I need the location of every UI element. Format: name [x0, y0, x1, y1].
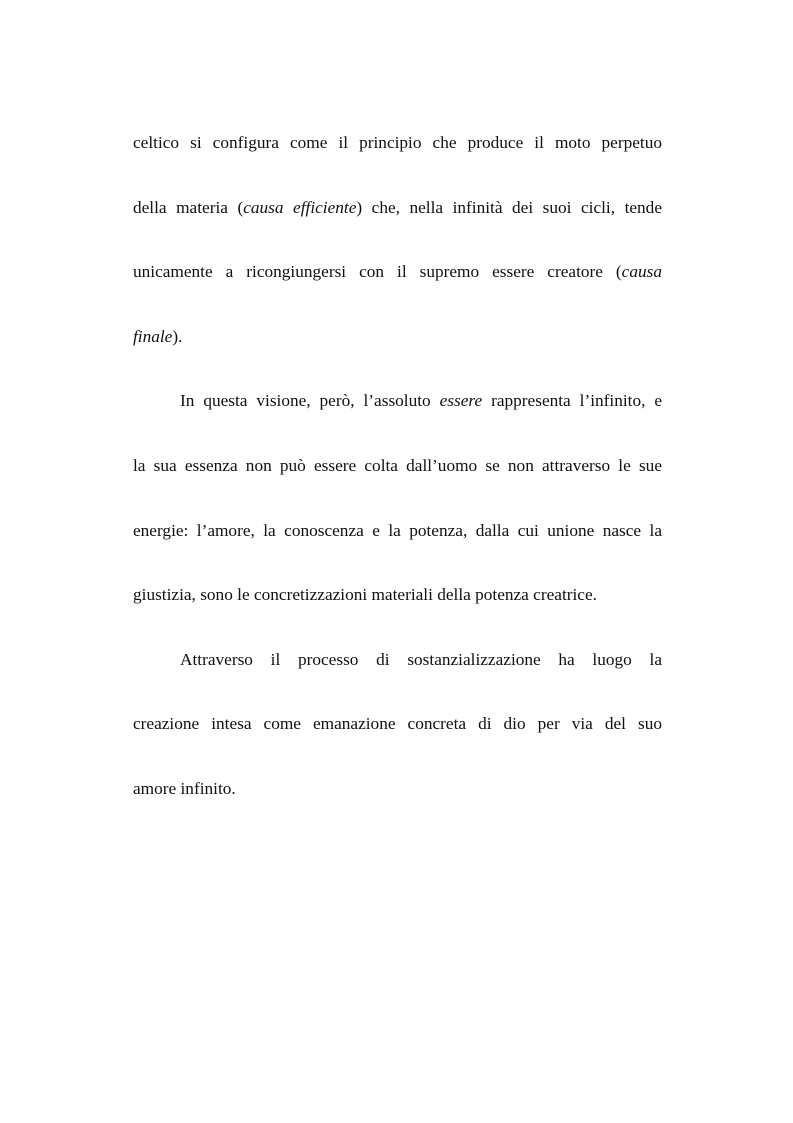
text-line	[133, 706, 662, 771]
text-span: Attraverso il processo di sostanzializzazione ha luogo la	[180, 649, 662, 669]
text-line	[133, 190, 662, 255]
text-span: giustizia, sono le concretizzazioni materiali della potenza creatrice.	[133, 585, 597, 605]
text-line	[133, 577, 662, 642]
text-line	[133, 642, 662, 707]
text-span: amore infinito.	[133, 778, 236, 798]
text-span: celtico si configura come il principio che produce il moto perpetuo	[133, 133, 662, 152]
text-line	[133, 448, 662, 513]
text-line	[133, 383, 662, 448]
text-span: ) che, nella infinità dei suoi cicli, tende	[356, 197, 662, 217]
italic-term-causa-efficiente: causa efficiente	[243, 197, 357, 217]
italic-term-finale: finale	[133, 326, 173, 346]
text-line	[133, 254, 662, 319]
italic-term-essere: essere	[439, 391, 483, 411]
text-line	[133, 125, 662, 190]
text-span: unicamente a ricongiungersi con il supremo essere creatore (	[133, 262, 622, 282]
text-span: rappresenta l’infinito, e	[482, 391, 662, 411]
text-line	[133, 513, 662, 578]
text-span: creazione intesa come emanazione concreta di dio per via del suo	[133, 714, 662, 734]
text-line	[133, 319, 662, 384]
text-span: ).	[172, 326, 183, 346]
text-line	[133, 771, 662, 836]
body-text	[133, 125, 662, 836]
text-span: In questa visione, però, l’assoluto	[180, 391, 440, 411]
text-span: energie: l’amore, la conoscenza e la potenza, dalla cui unione nasce la	[133, 520, 662, 540]
text-span: la sua essenza non può essere colta dall’uomo se non attraverso le sue	[133, 455, 662, 475]
italic-term-causa: causa	[621, 262, 662, 282]
text-span: della materia (	[133, 197, 244, 217]
